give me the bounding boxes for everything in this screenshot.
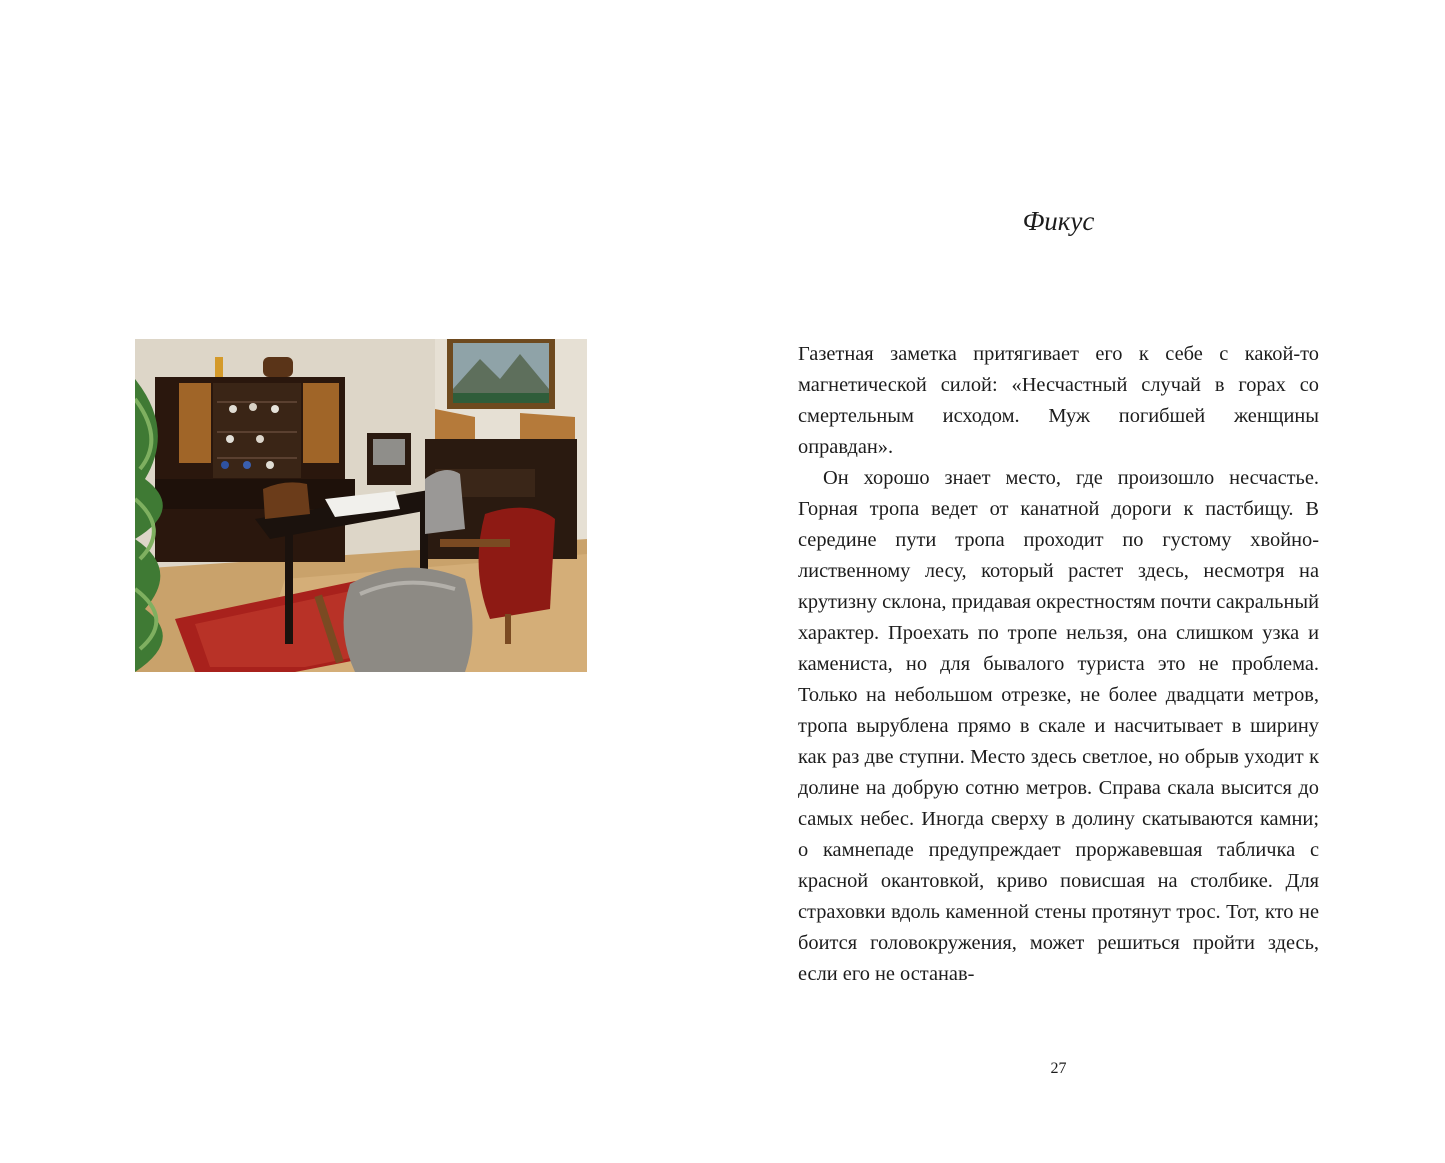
paragraph: Он хорошо знает место, где произошло несчастье. Горная тропа ведет от канатной дороги к пастбищу. В середине пути тропа проходит по густому хвойно-лиственному лесу, который растет здесь, несмотря на крутизну склона, придавая окрестностям почти сакральный характер. Проехать по тропе нельзя, она слишком узка и камениста, но для бывалого туриста это не проблема. Только на небольшом отрезке, не более двадцати метров, тропа вырублена прямо в скале и насчитывает в ширину как раз две ступни. Место здесь светлое, но обрыв уходит к долине на добрую сотню метров. Справа скала высится до самых небес. Иногда сверху в долину скатываются камни; о камнепаде предупреждает проржавевшая табличка с красной окантовкой, криво повисшая на столбике. Для страховки вдоль каменной стены протянут трос. Тот, кто не боится головокружения, может решиться пройти здесь, если его не останав-: [798, 467, 1319, 985]
paragraph: Газетная заметка притягивает его к себе с какой-то магнетической силой: «Несчастный случай в горах со смертельным исходом. Муж погибшей женщины оправдан».: [798, 343, 1319, 458]
photo-illustration: [135, 339, 587, 672]
chapter-title: Фикус: [1022, 206, 1095, 236]
page-number: 27: [1050, 1060, 1067, 1077]
body-text: [798, 339, 1319, 990]
retro-living-room-photo: [135, 339, 587, 672]
